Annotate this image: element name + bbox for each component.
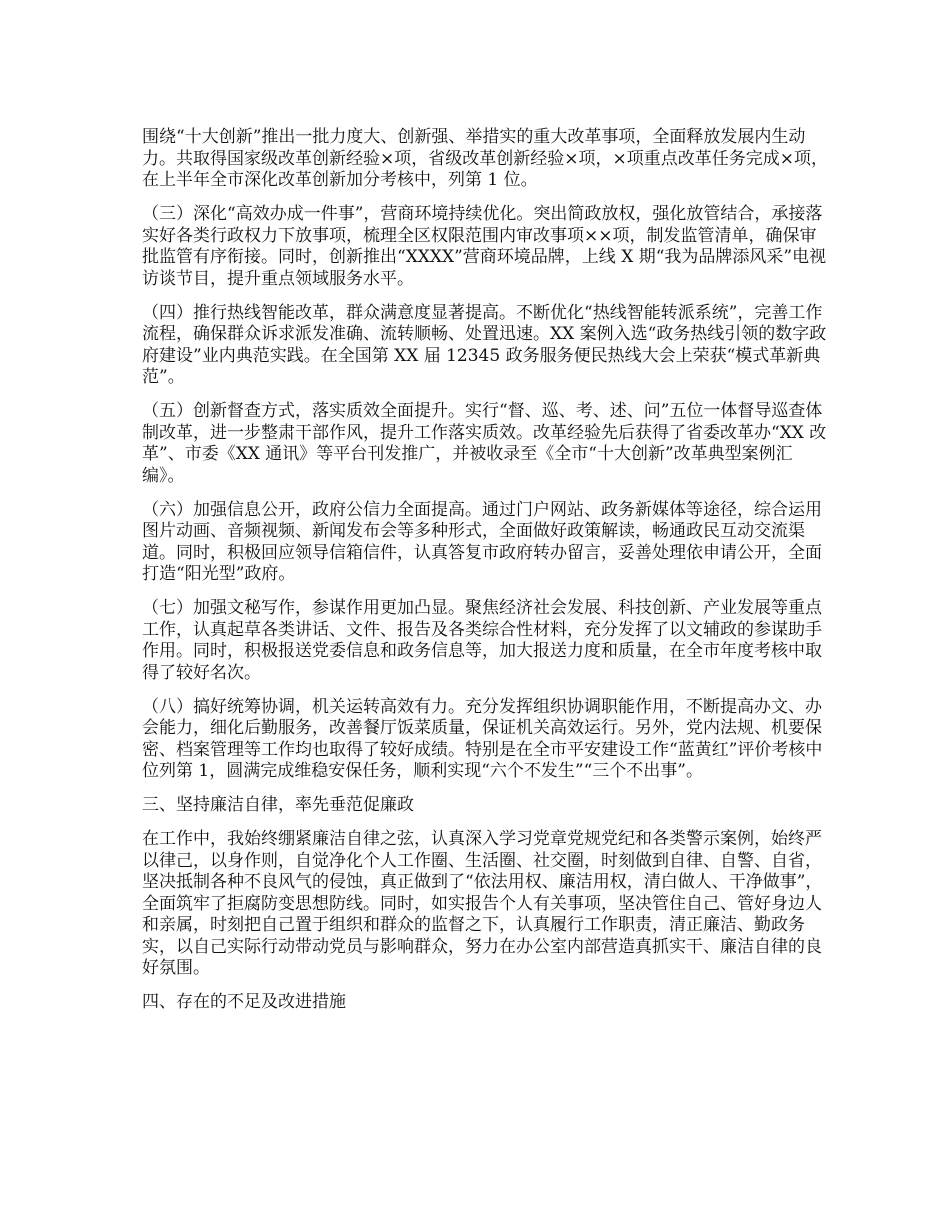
paragraph-reform-innovation: 围绕“十大创新”推出一批力度大、创新强、举措实的重大改革事项，全面释放发展内生动力。共取得国家级改革创新经验×项，省级改革创新经验×项，×项重点改革任务完成×项，在上半年全市深化改革创新加分考核中，列第 1 位。 <box>142 127 828 190</box>
paragraph-business-environment: （三）深化“高效办成一件事”，营商环境持续优化。突出简政放权，强化放管结合，承接落实好各类行政权力下放事项，梳理全区权限范围内审改事项××项，制发监管清单，确保审批监管有序衔接。同时，创新推出“XXXX”营商环境品牌，上线 X 期“我为品牌添风采”电视访谈节目，提升重点领域服务水平。 <box>142 204 827 289</box>
paragraph-supervision: （五）创新督查方式，落实质效全面提升。实行“督、巡、考、述、问”五位一体督导巡查体制改革，进一步整肃干部作风，提升工作落实质效。改革经验先后获得了省委改革办“XX 改革”、市委《XX 通讯》等平台刊发推广，并被收录至《全市“十大创新”改革典型案例汇编》。 <box>142 401 827 486</box>
paragraph-integrity: 在工作中，我始终绷紧廉洁自律之弦，认真深入学习党章党规党纪和各类警示案例，始终严以律己，以身作则，自觉净化个人工作圈、生活圈、社交圈，时刻做到自律、自警、自省，坚决抵制各种不良风气的侵蚀，真正做到了“依法用权、廉洁用权，清白做人、干净做事”，全面筑牢了拒腐防变思想防线。同时，如实报告个人有关事项，坚决管住自己、管好身边人和亲属，时刻把自己置于组织和群众的监督之下，认真履行工作职责，清正廉洁、勤政务实，以自己实际行动带动党员与影响群众，努力在办公室内部营造真抓实干、廉洁自律的良好氛围。 <box>142 829 823 978</box>
paragraph-hotline-reform: （四）推行热线智能改革，群众满意度显著提高。不断优化“热线智能转派系统”，完善工作流程，确保群众诉求派发准确、流转顺畅、处置迅速。XX 案例入选“政务热线引领的数字政府建设”业内典范实践。在全国第 XX 届 12345 政务服务便民热线大会上荣获“模式革新典范”。 <box>142 302 827 387</box>
document-page <box>142 127 830 1026</box>
section-heading-shortcomings: 四、存在的不足及改进措施 <box>142 992 346 1012</box>
section-heading-integrity: 三、坚持廉洁自律，率先垂范促廉政 <box>142 795 414 815</box>
paragraph-secretarial-writing: （七）加强文秘写作，参谋作用更加凸显。聚焦经济社会发展、科技创新、产业发展等重点工作，认真起草各类讲话、文件、报告及各类综合性材料，充分发挥了以文辅政的参谋助手作用。同时，积极报送党委信息和政务信息等，加大报送力度和质量，在全市年度考核中取得了较好名次。 <box>142 598 822 683</box>
paragraph-coordination: （八）搞好统筹协调，机关运转高效有力。充分发挥组织协调职能作用，不断提高办文、办会能力，细化后勤服务，改善餐厅饭菜质量，保证机关高效运行。另外，党内法规、机要保密、档案管理等工作均也取得了较好成绩。特别是在全市平安建设工作“蓝黄红”评价考核中位列第 1，圆满完成维稳安保任务，顺利实现“六个不发生”“三个不出事”。 <box>142 696 823 781</box>
paragraph-information-disclosure: （六）加强信息公开，政府公信力全面提高。通过门户网站、政务新媒体等途径，综合运用图片动画、音频视频、新闻发布会等多种形式，全面做好政策解读，畅通政民互动交流渠道。同时，积极回应领导信箱信件，认真答复市政府转办留言，妥善处理依申请公开，全面打造“阳光型”政府。 <box>142 499 822 584</box>
